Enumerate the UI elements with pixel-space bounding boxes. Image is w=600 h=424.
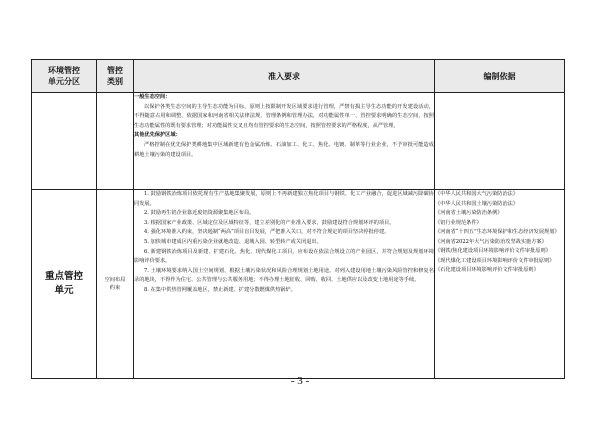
basis-item: 《河南省土壤污染防治条例》	[435, 210, 503, 216]
header-requirements: 准入要求	[134, 60, 435, 93]
basis-item: 《钢铁/焦化建设项目环境影响评价文件审批原则》	[435, 248, 551, 254]
basis-item: 《中华人民共和国土壤污染防治法》	[435, 200, 519, 207]
basis-item: 《石化建设项目环境影响评价文件审批原则》	[435, 267, 539, 273]
basis-item: 《河南省“十四五”生态环境保护和生态经济发展规划》	[435, 229, 560, 235]
basis-cell-empty	[435, 93, 565, 190]
header-type: 管控 类别	[97, 60, 134, 93]
zone-cell-empty	[32, 93, 97, 190]
requirements-cell	[134, 93, 435, 190]
basis-item: 《现代煤化工建设项目环境影响评价文件审批原则》	[435, 257, 555, 264]
requirements-cell	[134, 190, 435, 379]
requirement-item: 2. 鼓励再生铝企业靠近废铝资源聚集地区布局。	[144, 210, 255, 217]
requirement-item: 1. 鼓励钢铁冶炼项目依托现有生产基地集聚发展，原则上不再新建独立焦化项目与钢铁、化工产业融合，促进区域减污降碳协同发展。	[134, 191, 434, 207]
basis-item: 《河南省2022年大气污染防治攻坚战实施方案》	[435, 238, 547, 245]
requirement-paragraph: 以保护各类生态空间的主导生态功能为目标，原则上按限制开发区域要求进行管理，严禁有损主导生态功能的开发建设活动，不得随意占用和调整。依据国家和河南省相关法律法规、管理条例和管理办法，对功能属性单一、管控要求明确的生态空间，按照生态功能属性的既有要求管理；对功能属性交叉且均有管控要求的生态空间，按照管控要求的严格程度，从严管理。	[134, 103, 434, 129]
table-row	[32, 93, 565, 190]
table-row	[32, 190, 565, 379]
section-heading: 其他优先保护区域：	[134, 132, 181, 139]
requirement-item: 3. 根据国家产业政策、区域定位及区域特征等，建立差别化的产业准入要求，鼓励建设符合规划环评的项目。	[144, 219, 395, 226]
basis-cell	[435, 190, 565, 379]
requirement-item: 8. 在集中供热管网覆盖地区，禁止新建、扩建分散燃煤供热锅炉。	[144, 286, 296, 293]
requirement-item: 6. 新建钢铁冶炼项目及新建、扩建石化、焦化、现代煤化工项目，应布设在依法合规设立的产业园区，并符合规划及规划环境影响评价要求。	[134, 248, 434, 265]
page-number: - 3 -	[290, 375, 310, 387]
requirement-item: 7. 土壤环境要求纳入国土空间规划，根据土壤污染状况和风险合理规划土地用途。对列入建设用地土壤污染风险管控和修复名录的地块，不得作为住宅、公共管理与公共服务用地；不得办理土地征收、回购、收回、土地供应以及改变土地用途等手续。	[134, 267, 434, 284]
basis-item: 《中华人民共和国大气污染防治法》	[435, 191, 519, 197]
header-zone: 环境管控 单元分区	[32, 60, 97, 93]
type-cell-empty	[97, 93, 134, 190]
type-cell: 空间布局 约束	[97, 190, 134, 379]
access-requirements-table	[31, 59, 565, 379]
section-heading: 一般生态空间：	[134, 94, 171, 100]
zone-cell: 重点管控 单元	[32, 190, 97, 379]
basis-item: 《铝行业规范条件》	[435, 219, 482, 226]
table-header-row	[32, 60, 565, 93]
requirement-item: 4. 强化环境准入约束，坚决遏制“两高”项目盲目发展，严把准入关口，对不符合规定的项目坚决停批停建。	[144, 229, 390, 236]
header-basis: 编制依据	[435, 60, 565, 93]
requirement-item: 5. 加快城市建成区内重污染企业就地改造、退城入园、转型转产或关闭退出。	[144, 238, 322, 245]
requirement-paragraph: 严格控制在优先保护类耕地集中区域新建有色金属冶炼、石油加工、化工、焦化、电镀、制革等行业企业，不予审批可能造成耕地土壤污染的建设项目。	[134, 141, 434, 158]
